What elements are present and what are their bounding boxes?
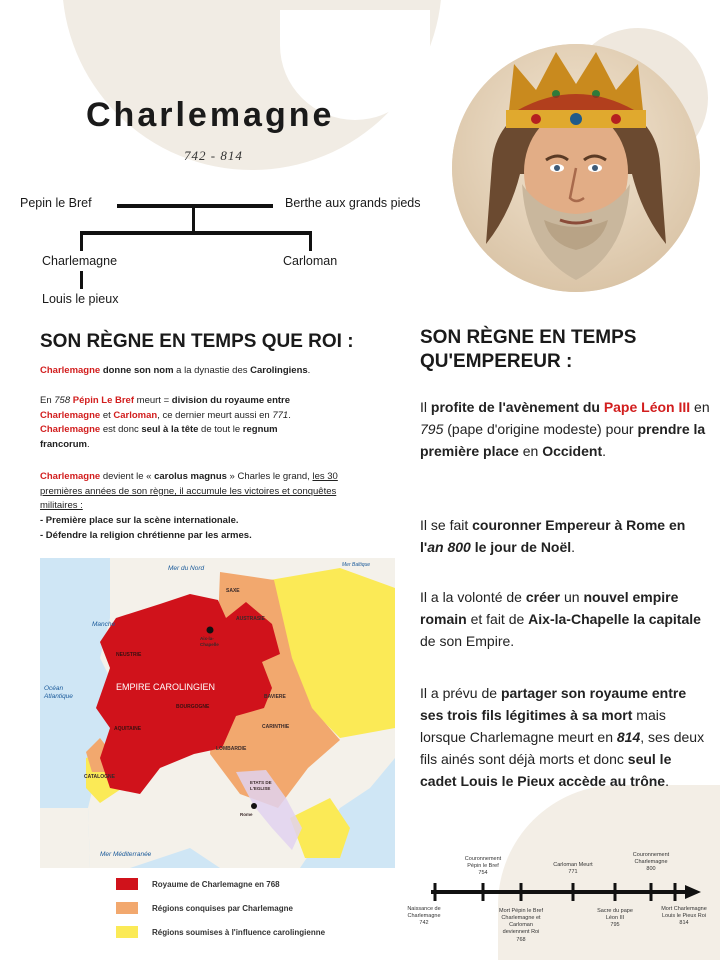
timeline-event-814: [657, 906, 711, 927]
right-title-line-2: QU'EMPEREUR :: [420, 350, 573, 372]
left-paragraph-2: [40, 394, 375, 453]
map-label-aix-2: Chapelle: [200, 642, 219, 647]
text: de son Empire.: [420, 633, 515, 650]
right-paragraph-2: [420, 514, 710, 558]
map-label-austrasie: AUSTRASIE: [236, 616, 265, 622]
text: Mort Charlemagne: [661, 906, 707, 912]
empire-map: [40, 558, 395, 868]
text: .: [86, 439, 90, 451]
text-bold: donne son nom: [100, 365, 174, 376]
timeline-event-795: [588, 908, 642, 929]
text: a la dynastie des: [173, 365, 251, 376]
text: (pape d'origine modeste) pour: [443, 421, 638, 438]
text: 754: [478, 870, 488, 877]
text-bold: Occident: [542, 443, 603, 460]
timeline-event-771: [546, 862, 600, 876]
legend-swatch-influence: [116, 926, 138, 938]
text-year: 758: [54, 395, 71, 406]
tree-grandchild-louis: Louis le pieux: [42, 292, 119, 306]
text: et fait de: [466, 611, 529, 628]
text-bold: regnum: [242, 424, 278, 436]
map-label-rome: Rome: [240, 812, 253, 817]
text-pepin: Pépin Le Bref: [72, 395, 135, 406]
text: deviennent Roi: [502, 929, 540, 936]
legend-label-influence: Régions soumises à l'influence carolingienne: [152, 928, 326, 937]
legend-label-kingdom: Royaume de Charlemagne en 768: [152, 880, 280, 889]
text-bold: nouvel empire romain: [420, 589, 679, 628]
text-bold: division du royaume entre: [171, 395, 291, 406]
bullet-item-2: - Défendre la religion chrétienne par les armes.: [40, 529, 252, 541]
tree-sibling-line: [80, 231, 312, 235]
text: Charlemagne: [634, 859, 668, 866]
text: 742: [419, 920, 429, 927]
text: mais lorsque Charlemagne meurt en: [420, 707, 666, 746]
map-label-carinthie: CARINTHIE: [262, 724, 290, 730]
text-bold: partager son royaume entre ses trois fils légitimes à sa mort: [420, 685, 687, 724]
text: meurt =: [134, 395, 172, 406]
text-bold: francorum: [40, 439, 87, 451]
map-label-bourgogne: BOURGOGNE: [176, 704, 210, 710]
left-paragraph-1: [40, 364, 375, 379]
text-bold: profite de l'avènement du: [430, 399, 604, 415]
text-year: 795: [420, 421, 444, 438]
text: Sacre du pape: [597, 908, 633, 914]
text: .: [665, 773, 669, 790]
right-section-title: [420, 326, 700, 374]
map-label-lombardie: LOMBARDIE: [216, 746, 247, 752]
right-title-line-1: SON RÈGNE EN TEMPS: [420, 327, 637, 348]
tree-child2-line: [309, 231, 312, 251]
legend-swatch-kingdom: [116, 878, 138, 890]
left-section-title: SON RÈGNE EN TEMPS QUE ROI :: [40, 331, 354, 352]
text: et: [100, 409, 114, 421]
text-bold: couronner Empereur à Rome en l': [420, 517, 686, 556]
text-charlemagne: Charlemagne: [40, 409, 101, 421]
text: Couronnement: [464, 856, 502, 862]
tree-grandchild-line: [80, 271, 83, 289]
map-label-aquitaine: AQUITAINE: [114, 726, 142, 732]
bullet-item-1: - Première place sur la scène internationale.: [40, 515, 239, 527]
text: Louis le Pieux Roi: [661, 913, 707, 920]
tree-marriage-line: [117, 204, 273, 208]
text: en: [690, 399, 710, 415]
map-label-ocean: Océan: [44, 685, 64, 692]
text: Charlemagne et: [501, 915, 541, 922]
timeline-event-768: [494, 908, 548, 944]
text: 814: [679, 920, 689, 927]
text: 795: [610, 922, 620, 929]
text: Naissance de: [407, 906, 441, 912]
map-label-mediterranean: Mer Méditerranée: [100, 851, 152, 858]
right-paragraph-4: [420, 682, 710, 793]
text: en: [518, 443, 543, 460]
map-svg: [40, 558, 395, 868]
map-label-saxe: SAXE: [226, 588, 240, 594]
text: » Charles le grand,: [226, 471, 313, 482]
tree-mother: Berthe aux grands pieds: [285, 196, 421, 210]
text-pape: Pape Léon III: [603, 399, 691, 415]
text-charlemagne: Charlemagne: [40, 471, 101, 482]
legend-label-conquest: Régions conquises par Charlemagne: [152, 904, 293, 913]
life-dates: 742 - 814: [184, 148, 243, 163]
text-charlemagne: Charlemagne: [40, 424, 101, 436]
text-bold: carolus magnus: [154, 471, 227, 482]
timeline: [405, 850, 720, 960]
text: 800: [646, 866, 656, 873]
legend-swatch-conquest: [116, 902, 138, 914]
text-bold: créer: [525, 589, 561, 605]
tree-father: Pepin le Bref: [20, 196, 92, 210]
map-label-north-sea: Mer du Nord: [168, 565, 205, 572]
map-label-neustrie: NEUSTRIE: [116, 652, 142, 658]
text: Il se fait: [420, 517, 473, 533]
timeline-event-754: [456, 856, 510, 877]
text: Léon III: [605, 915, 625, 922]
text: Charlemagne: [407, 913, 441, 920]
portrait-illustration: [452, 44, 700, 292]
text: 768: [516, 936, 526, 943]
map-label-empire: EMPIRE CAROLINGIEN: [116, 682, 216, 692]
text: .: [602, 443, 606, 460]
text: Mort Pépin le Bref: [498, 908, 544, 914]
text-bold: seul le cadet Louis le Pieux accède au trône: [420, 751, 672, 790]
text: un: [560, 589, 584, 605]
text: Carloman: [509, 922, 533, 929]
map-label-aix: Aix-la-: [200, 636, 214, 641]
text: est donc: [100, 424, 142, 436]
text: Il a prévu de: [420, 685, 501, 701]
text: .: [288, 409, 291, 421]
text-bold: prendre la première place: [420, 421, 706, 460]
text-underlined: les 30 premières années de son règne, il accumule les victoires et conquêtes militaires :: [40, 471, 338, 512]
tree-child-carloman: Carloman: [283, 254, 338, 268]
map-label-manche: Manche: [92, 621, 116, 628]
map-label-etats: ETATS DE: [250, 780, 272, 785]
text-bold: seul à la tête: [141, 424, 199, 436]
tree-descent-line: [192, 206, 195, 233]
map-label-baltic: Mer Baltique: [342, 562, 371, 568]
text: Carloman Meurt: [553, 862, 593, 868]
text: .: [571, 539, 576, 556]
text-year: 814: [616, 729, 641, 746]
map-capital-aix: [207, 627, 214, 634]
map-label-etats-2: L'EGLISE: [250, 786, 271, 791]
text: , ses deux fils ainés sont déjà morts et donc: [420, 729, 705, 768]
text: devient le «: [100, 471, 155, 482]
page-title: Charlemagne: [86, 96, 335, 134]
map-label-ocean-2: Atlantique: [44, 693, 73, 700]
portrait-image: [452, 44, 700, 292]
text: En: [40, 395, 55, 406]
text-bold: le jour de Noël: [470, 539, 572, 556]
right-paragraph-1: [420, 396, 710, 462]
text-year: 771: [272, 409, 289, 421]
timeline-event-800: [624, 852, 678, 873]
tree-child-charlemagne: Charlemagne: [42, 254, 118, 268]
text-bold: Carolingiens: [250, 365, 308, 376]
text-carloman: Carloman: [113, 409, 158, 421]
timeline-event-742: [397, 906, 451, 927]
map-city-rome: [251, 803, 257, 809]
map-label-catalogne: CATALOGNE: [84, 774, 115, 780]
text: de tout le: [198, 424, 243, 436]
tree-child1-line: [80, 231, 83, 251]
text-year: an 800: [427, 539, 471, 556]
text: .: [307, 365, 311, 376]
text: 771: [568, 869, 578, 876]
text-charlemagne: Charlemagne: [40, 365, 101, 376]
text-bold: Aix-la-Chapelle la capitale: [528, 611, 701, 628]
left-paragraph-3: [40, 470, 375, 544]
timeline-arrow-icon: [685, 885, 701, 899]
text: Couronnement: [632, 852, 670, 858]
right-paragraph-3: [420, 586, 710, 652]
map-land-west: [40, 808, 90, 868]
map-label-baviere: BAVIERE: [264, 694, 286, 700]
text: Il: [420, 399, 431, 415]
text: Pépin le Bref: [467, 863, 499, 870]
text: , ce dernier meurt aussi en: [157, 409, 273, 421]
text: Il a la volonté de: [420, 589, 526, 605]
